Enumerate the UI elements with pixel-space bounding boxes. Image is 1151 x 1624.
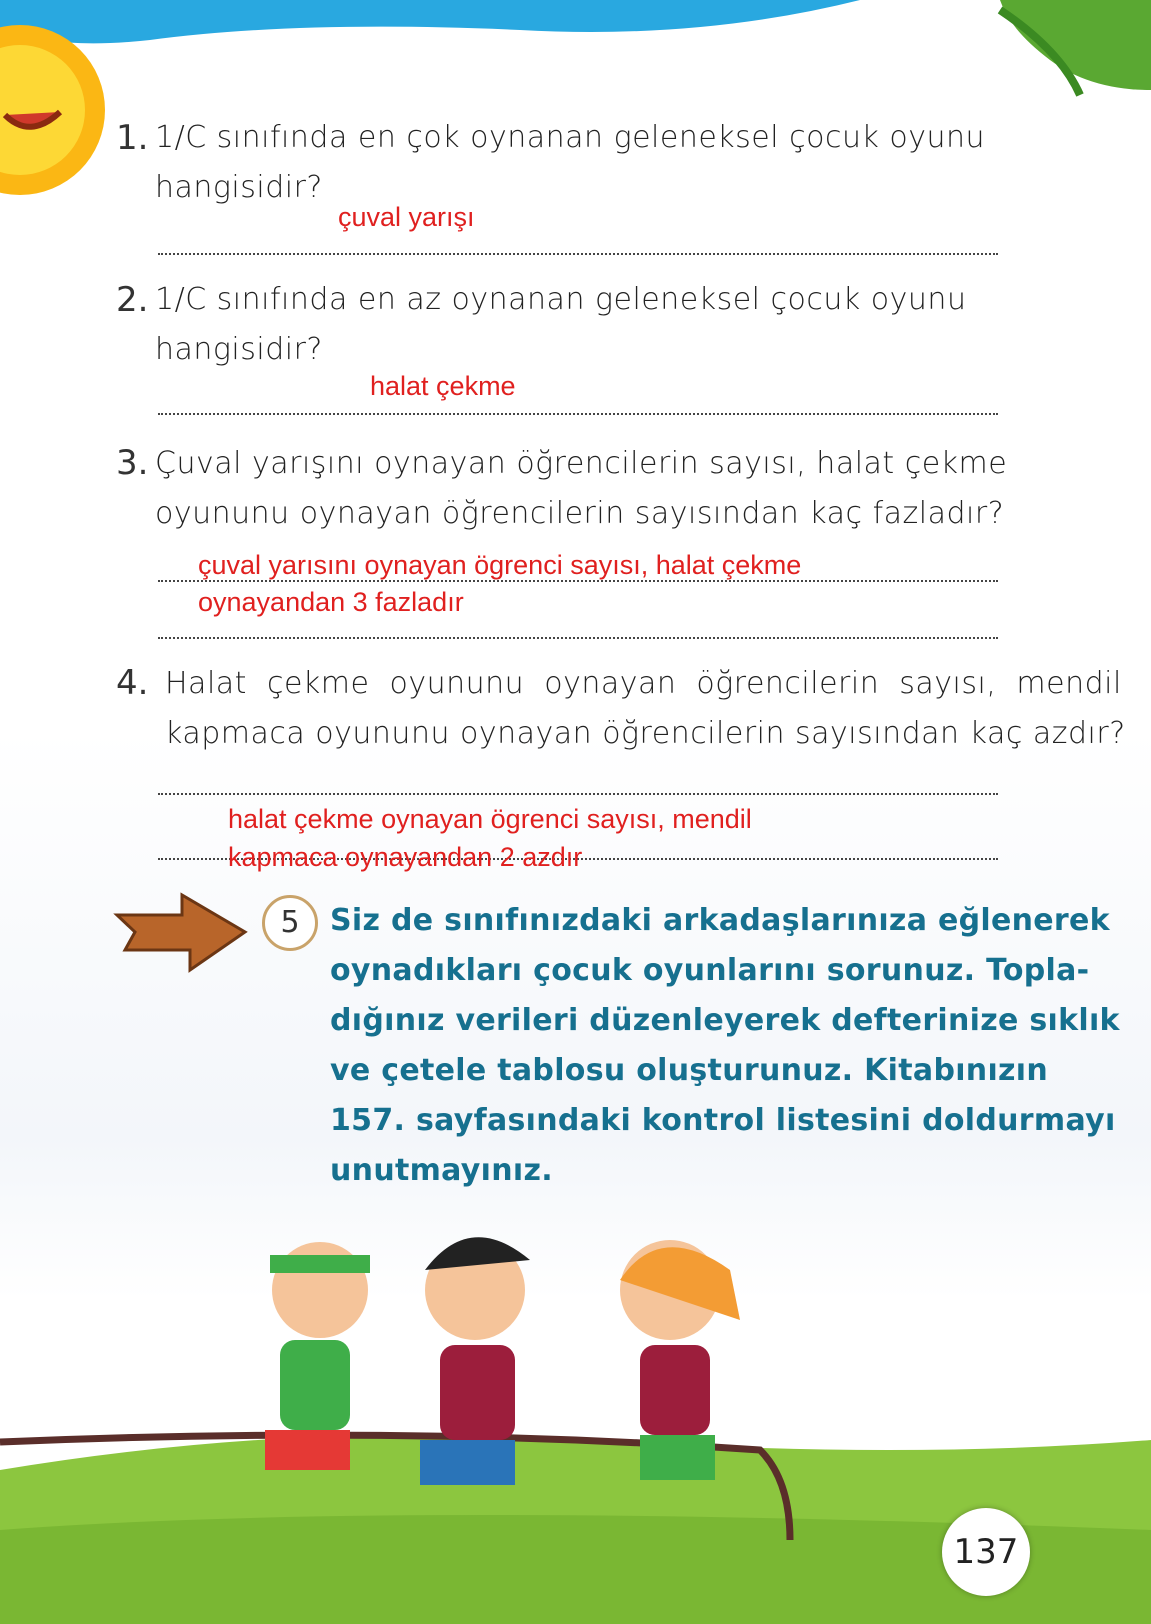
question-text: Çuval yarışını oynayan öğrencilerin sayısı, halat çekme <box>155 446 1008 481</box>
question-text: hangisidir? <box>155 170 323 205</box>
question-text: kapmaca oyununu oynayan öğrencilerin sayısından kaç azdır? <box>165 716 1126 751</box>
question-number: 2. <box>116 280 149 320</box>
question-text: hangisidir? <box>155 332 323 367</box>
task-text: oynadıkları çocuk oyunlarını sorunuz. Topla- <box>330 953 1090 988</box>
question-number: 1. <box>116 118 149 158</box>
wooden-arrow-icon <box>117 895 245 970</box>
leaves-icon <box>1000 0 1151 95</box>
task-text: Siz de sınıfınızdaki arkadaşlarınıza eğlenerek <box>330 903 1110 938</box>
question-text: 1/C sınıfında en az oynanan geleneksel çocuk oyunu <box>155 282 967 317</box>
sun-icon <box>0 25 105 195</box>
answer-text: çuval yarışı <box>338 202 475 232</box>
answer-text: halat çekme oynayan ögrenci sayısı, mendil <box>228 804 752 834</box>
task-text: ve çetele tablosu oluşturunuz. Kitabınızın <box>330 1053 1049 1088</box>
question-text: oyununu oynayan öğrencilerin sayısından kaç fazladır? <box>155 496 1005 531</box>
answer-line <box>158 580 998 582</box>
task-text: unutmayınız. <box>330 1153 553 1188</box>
question-number: 4. <box>116 663 149 703</box>
question-text: 1/C sınıfında en çok oynanan geleneksel çocuk oyunu <box>155 120 986 155</box>
page-number: 137 <box>942 1508 1030 1596</box>
answer-text: kapmaca oynayandan 2 azdır <box>228 842 583 872</box>
question-number: 3. <box>116 443 149 483</box>
answer-line <box>158 637 998 639</box>
sky-band <box>0 0 860 43</box>
task-text: 157. sayfasındaki kontrol listesini doldurmayı <box>330 1103 1116 1138</box>
task-text: dığınız verileri düzenleyerek defterinize sıklık <box>330 1003 1120 1038</box>
task-number-badge: 5 <box>262 895 318 951</box>
answer-text: halat çekme <box>370 371 516 401</box>
answer-line <box>158 413 998 415</box>
answer-text: oynayandan 3 fazladır <box>198 587 464 617</box>
answer-text: çuval yarısını oynayan ögrenci sayısı, halat çekme <box>198 550 802 580</box>
answer-line <box>158 253 998 255</box>
question-text: Halat çekme oyununu oynayan öğrencilerin sayısı, mendil <box>165 666 1122 701</box>
answer-line <box>158 793 998 795</box>
